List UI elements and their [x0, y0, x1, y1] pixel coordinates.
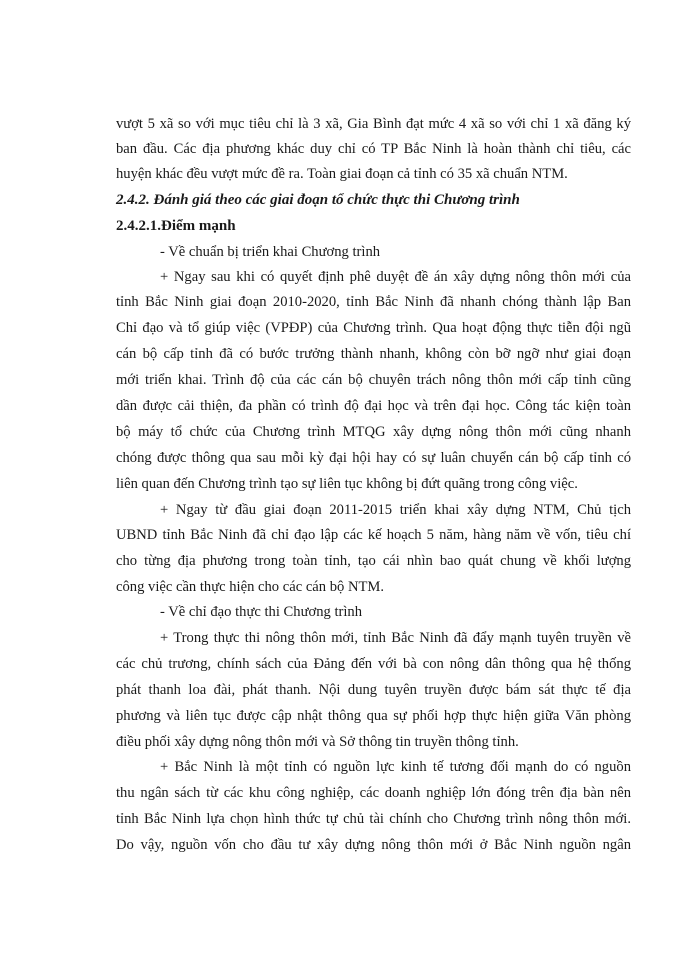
text-line: phát thanh loa đài, phát thanh. Nội dung tuyên truyền được bám sát thực tế địa [116, 682, 631, 698]
text-line: cho từng địa phương trong toàn tỉnh, tạo cái nhìn bao quát chung về khối lượng [116, 553, 631, 569]
text-line: dần được cải thiện, đa phần có trình độ đại học và trên đại học. Công tác kiện toàn [116, 398, 631, 414]
text-line: + Trong thực thi nông thôn mới, tỉnh Bắc Ninh đã đẩy mạnh tuyên truyền về [160, 630, 631, 646]
section-heading: 2.4.2. Đánh giá theo các giai đoạn tổ chức thực thi Chương trình [116, 192, 520, 208]
text-line: + Ngay từ đầu giai đoạn 2011-2015 triển khai xây dựng NTM, Chủ tịch [160, 502, 631, 518]
text-line: Do vậy, nguồn vốn cho đầu tư xây dựng nông thôn mới ở Bắc Ninh nguồn ngân [116, 837, 631, 853]
text-line: bộ máy tổ chức của Chương trình MTQG xây dựng nông thôn mới cũng nhanh [116, 424, 631, 440]
text-line: - Về chỉ đạo thực thi Chương trình [160, 604, 363, 620]
text-line: chóng được thông qua sau mỗi kỳ đại hội hay có sự luân chuyển cán bộ cấp tỉnh có [116, 450, 631, 466]
text-line: vượt 5 xã so với mục tiêu chỉ là 3 xã, Gia Bình đạt mức 4 xã so với chỉ 1 xã đăng ký [116, 116, 631, 132]
text-line: tỉnh Bắc Ninh giai đoạn 2010-2020, tỉnh Bắc Ninh đã nhanh chóng thành lập Ban [116, 294, 631, 310]
subsection-heading: 2.4.2.1.Điểm mạnh [116, 218, 236, 234]
text-line: + Bắc Ninh là một tỉnh có nguồn lực kinh tế tương đối mạnh do có nguồn [160, 759, 631, 775]
text-line: + Ngay sau khi có quyết định phê duyệt đề án xây dựng nông thôn mới của [160, 269, 631, 285]
text-line: cán bộ cấp tỉnh đã có bước trưởng thành nhanh, không còn bỡ ngỡ như giai đoạn [116, 346, 631, 362]
text-line: Chỉ đạo và tổ giúp việc (VPĐP) của Chương trình. Qua hoạt động thực tiễn đội ngũ [116, 320, 631, 336]
text-line: UBND tỉnh Bắc Ninh đã chỉ đạo lập các kế hoạch 5 năm, hàng năm về vốn, tiêu chí [116, 527, 631, 543]
text-line: ban đầu. Các địa phương khác duy chỉ có TP Bắc Ninh là hoàn thành chỉ tiêu, các [116, 141, 631, 157]
text-line: huyện khác đều vượt mức đề ra. Toàn giai đoạn cả tỉnh có 35 xã chuẩn NTM. [116, 166, 568, 182]
text-line: liên quan đến Chương trình tạo sự liên tục không bị đứt quãng trong công việc. [116, 476, 578, 492]
text-line: - Về chuẩn bị triển khai Chương trình [160, 244, 381, 260]
text-line: các chủ trương, chính sách của Đảng đến với bà con nông dân thông qua hệ thống [116, 656, 631, 672]
text-line: công việc cần thực hiện cho các cán bộ NTM. [116, 579, 385, 595]
text-line: điều phối xây dựng nông thôn mới và Sở thông tin truyền thông tỉnh. [116, 734, 519, 750]
text-line: thu ngân sách từ các khu công nghiệp, các doanh nghiệp lớn đóng trên địa bàn nên [116, 785, 631, 801]
text-line: phương và liên tục được cập nhật thông qua sự phối hợp thực hiện giữa Văn phòng [116, 708, 631, 724]
text-line: mới triển khai. Trình độ của các cán bộ chuyên trách nông thôn mới cấp tỉnh cũng [116, 372, 631, 388]
text-line: tỉnh Bắc Ninh lựa chọn hình thức tự chủ tài chính cho Chương trình nông thôn mới. [116, 811, 631, 827]
